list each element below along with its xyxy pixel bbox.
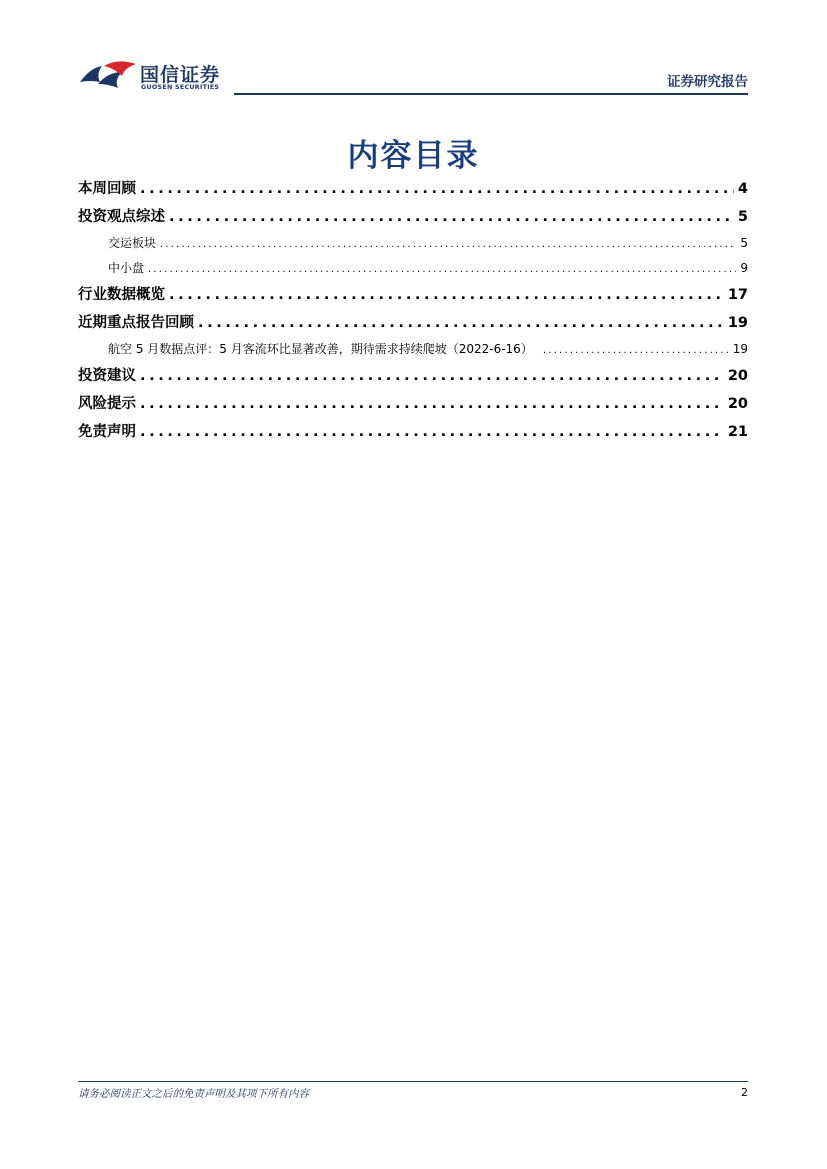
table-of-contents [78, 175, 748, 446]
toc-entry-weekly-review[interactable] [78, 175, 748, 203]
toc-entry-page: 4 [737, 181, 748, 197]
toc-entry-text: 中小盘 [108, 261, 145, 275]
toc-entry-page: 17 [727, 287, 748, 303]
toc-entry-text: 交运板块 [108, 236, 157, 250]
toc-entry-investment-advice[interactable] [78, 362, 748, 390]
header-divider [234, 93, 748, 95]
toc-leader-dots [169, 281, 724, 309]
toc-entry-industry-data[interactable] [78, 281, 748, 309]
footer-divider [78, 1081, 748, 1082]
toc-entry-text: 投资建议 [78, 368, 136, 384]
guosen-logo-icon [78, 60, 138, 92]
toc-entry-text: 风险提示 [78, 396, 136, 412]
toc-title: 内容目录 [347, 138, 480, 174]
toc-leader-dots [160, 232, 736, 257]
toc-entry-investment-views[interactable] [78, 203, 748, 231]
toc-leader-dots [140, 362, 724, 390]
toc-entry-risk-warning[interactable] [78, 390, 748, 418]
logo-text-en: GUOSEN SECURITIES [141, 84, 220, 91]
toc-entry-aviation-may-review[interactable] [78, 337, 748, 362]
toc-entry-page: 5 [740, 236, 748, 250]
footer-disclaimer: 请务必阅读正文之后的免责声明及其项下所有内容 [78, 1088, 309, 1100]
toc-entry-page: 19 [732, 342, 748, 356]
report-type-label: 证券研究报告 [667, 74, 748, 90]
toc-leader-dots [198, 309, 724, 337]
toc-entry-text: 行业数据概览 [78, 287, 165, 303]
page-header [78, 58, 748, 98]
toc-entry-text: 近期重点报告回顾 [78, 315, 194, 331]
toc-entry-recent-reports[interactable] [78, 309, 748, 337]
toc-leader-dots [148, 257, 736, 282]
toc-entry-page: 9 [740, 261, 748, 275]
toc-leader-dots [169, 203, 734, 231]
toc-entry-page: 21 [727, 424, 748, 440]
toc-entry-disclaimer[interactable] [78, 418, 748, 446]
guosen-logo [78, 58, 238, 94]
toc-leader-dots [543, 338, 729, 363]
toc-entry-text: 投资观点综述 [78, 209, 165, 225]
toc-entry-transport-sector[interactable] [78, 231, 748, 256]
toc-entry-page: 19 [727, 315, 748, 331]
toc-entry-page: 5 [737, 209, 748, 225]
toc-entry-small-mid-cap[interactable] [78, 256, 748, 281]
toc-entry-page: 20 [727, 368, 748, 384]
toc-entry-text: 本周回顾 [78, 181, 136, 197]
toc-entry-page: 20 [727, 396, 748, 412]
page-number: 2 [741, 1086, 748, 1099]
toc-entry-text: 免责声明 [78, 424, 136, 440]
toc-leader-dots [140, 175, 734, 203]
toc-leader-dots [140, 418, 724, 446]
toc-entry-text: 航空 5 月数据点评：5 月客流环比显著改善，期待需求持续爬坡（2022-6-16） [108, 342, 533, 356]
toc-leader-dots [140, 390, 724, 418]
logo-text-cn: 国信证券 [140, 64, 221, 86]
